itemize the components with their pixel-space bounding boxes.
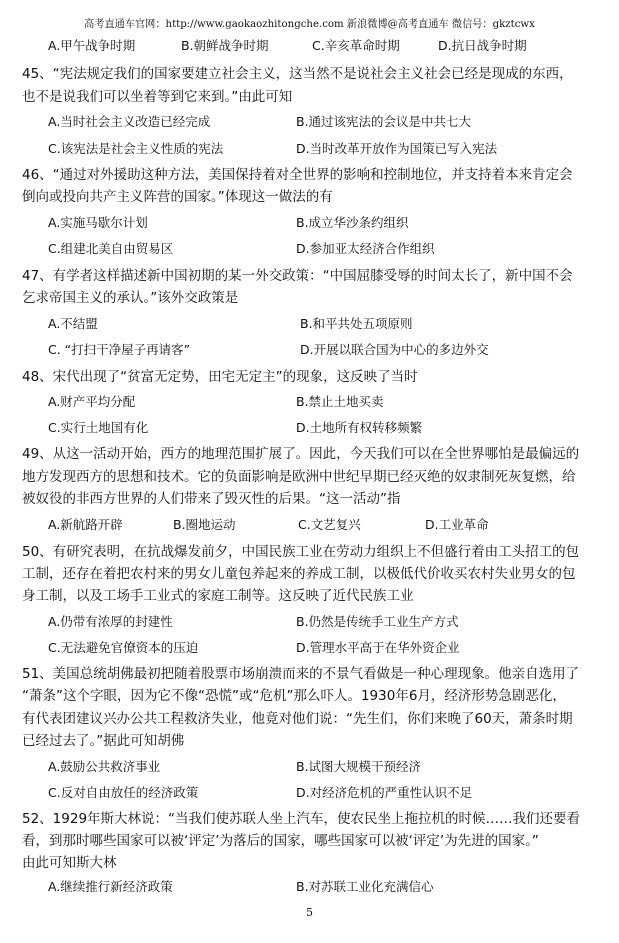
q48-option-d: D.土地所有权转移频繁	[296, 420, 423, 435]
q46-option-d: D.参加亚太经济合作组织	[296, 241, 435, 256]
q48-option-b: B.禁止土地买卖	[296, 394, 384, 409]
q46-option-c: C.组建北美自由贸易区	[48, 241, 174, 256]
q51-option-b: B.试图大规模干预经济	[296, 759, 422, 774]
q48-stem-line-1: 48、宋代出现了“贫富无定势，田宅无定主”的现象，这反映了当时	[22, 369, 418, 385]
q50-option-d: D.管理水平高于在华外资企业	[296, 640, 460, 655]
q49-stem-line-3: 被奴役的非西方世界的人们带来了毁灭性的后果。“这一活动”指	[22, 491, 401, 507]
q49-stem-line-1: 49、从这一活动开始，西方的地理范围扩展了。因此，今天我们可以在全世界哪怕是最偏远的	[22, 446, 580, 462]
q49-option-b: B.圈地运动	[173, 517, 236, 532]
q46-option-a: A.实施马歇尔计划	[48, 215, 148, 230]
q45-option-d: D.当时改革开放作为国策已写入宪法	[296, 141, 498, 156]
q51-option-a: A.鼓励公共救济事业	[48, 759, 161, 774]
q45-stem-line-1: 45、“宪法规定我们的国家要建立社会主义，这当然不是说社会主义社会已经是现成的东西，	[22, 66, 573, 82]
q47-option-a: A.不结盟	[48, 316, 98, 331]
q44-option-c: C.辛亥革命时期	[312, 38, 400, 53]
q45-option-b: B.通过该宪法的会议是中共七大	[296, 114, 472, 129]
q51-stem-line-4: 已经过去了。”据此可知胡佛	[22, 733, 185, 749]
q51-option-d: D.对经济危机的严重性认识不足	[296, 785, 473, 800]
q50-stem-line-3: 身工制，以及工场手工业式的家庭工制等。这反映了近代民族工业	[22, 588, 414, 604]
q49-option-a: A.新航路开辟	[48, 517, 123, 532]
q50-stem-line-2: 工制，还存在着把农村来的男女儿童包养起来的养成工制，以极低代价收买农村失业男女的包	[22, 566, 576, 582]
q50-stem-line-1: 50、有研究表明，在抗战爆发前夕，中国民族工业在劳动力组织上不但盛行着由工头招工的包	[22, 544, 580, 560]
q44-option-a: A.甲午战争时期	[48, 38, 136, 53]
q52-stem-line-2: 看，到那时哪些国家可以被‘评定’为落后的国家，哪些国家可以被‘评定’为先进的国家。”	[22, 833, 539, 849]
q48-option-c: C.实行土地国有化	[48, 420, 149, 435]
q49-option-c: C.文艺复兴	[298, 517, 361, 532]
q45-option-c: C.该宪法是社会主义性质的宪法	[48, 141, 224, 156]
q52-option-a: A.继续推行新经济政策	[48, 879, 173, 894]
q48-option-a: A.财产平均分配	[48, 394, 136, 409]
q47-stem-line-1: 47、有学者这样描述新中国初期的某一外交政策：“中国屈膝受辱的时间太长了，新中国不会	[22, 268, 573, 284]
q51-option-c: C.反对自由放任的经济政策	[48, 785, 199, 800]
q50-option-b: B.仍然是传统手工业生产方式	[296, 614, 459, 629]
q46-stem-line-2: 倒向或投向共产主义阵营的国家。”体现这一做法的有	[22, 189, 333, 205]
q51-stem-line-2: “萧条”这个字眼，因为它不像“恐慌”或“危机”那么吓人。1930年6月，经济形势急剧恶化，	[22, 688, 566, 704]
q49-stem-line-2: 地方发现西方的思想和技术。它的负面影响是欧洲中世纪早期已经灭绝的奴隶制死灰复燃，给	[22, 469, 576, 485]
q50-option-c: C.无法避免官僚资本的压迫	[48, 640, 199, 655]
q46-option-b: B.成立华沙条约组织	[296, 215, 409, 230]
q45-stem-line-2: 也不是说我们可以坐着等到它来到。”由此可知	[22, 89, 293, 105]
q47-option-c: C. “打扫干净屋子再请客”	[48, 342, 191, 357]
q51-stem-line-3: 有代表团建议兴办公共工程救济失业，他竟对他们说：“先生们，你们来晚了60天，萧条时期	[22, 711, 573, 727]
q52-stem-line-1: 52、1929年斯大林说：“当我们使苏联人坐上汽车，使农民坐上拖拉机的时候……我们还要看	[22, 811, 581, 827]
q50-option-a: A.仍带有浓厚的封建性	[48, 614, 173, 629]
q49-option-d: D.工业革命	[425, 517, 489, 532]
q44-option-b: B.朝鲜战争时期	[181, 38, 269, 53]
q46-stem-line-1: 46、“通过对外援助这种方法，美国保持着对全世界的影响和控制地位，并支持着本来肯定会	[22, 167, 573, 183]
page-header: 高考直通车官网：http://www.gaokaozhitongche.com 新浪微博@高考直通车 微信号：gkztcwx	[84, 18, 535, 30]
q51-stem-line-1: 51、美国总统胡佛最初把随着股票市场崩溃而来的不景气看做是一种心理现象。他亲自选用了	[22, 666, 580, 682]
q47-stem-line-2: 乞求帝国主义的承认。”该外交政策是	[22, 290, 239, 306]
q44-option-d: D.抗日战争时期	[438, 38, 527, 53]
q45-option-a: A.当时社会主义改造已经完成	[48, 114, 211, 129]
page-number: 5	[306, 906, 313, 919]
q47-option-b: B.和平共处五项原则	[300, 316, 413, 331]
q52-option-b: B.对苏联工业化充满信心	[296, 879, 434, 894]
q47-option-d: D.开展以联合国为中心的多边外交	[300, 342, 489, 357]
q52-stem-line-3: 由此可知斯大林	[22, 855, 117, 871]
